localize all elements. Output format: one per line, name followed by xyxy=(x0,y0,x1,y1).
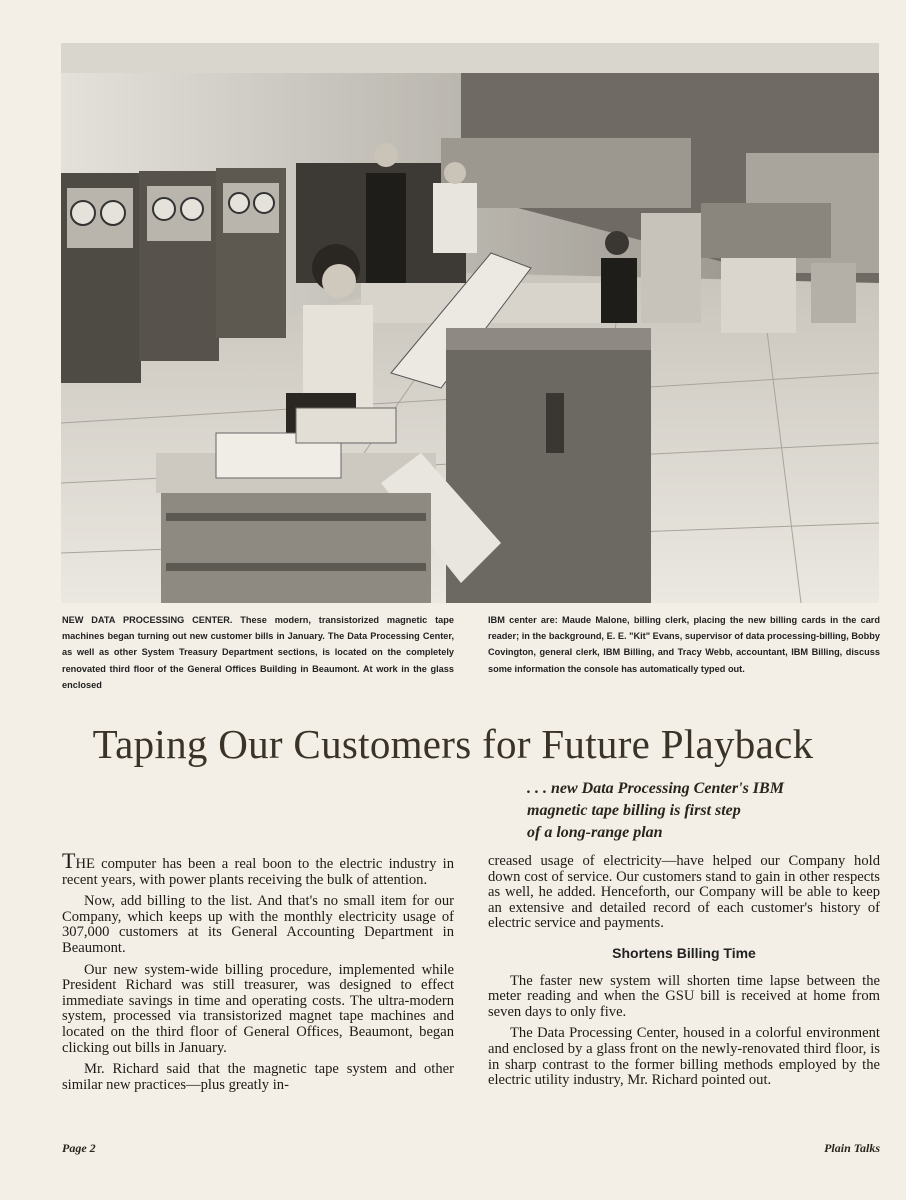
page-number: Page 2 xyxy=(62,1141,96,1155)
body-paragraph: The Data Processing Center, housed in a colorful environment and enclosed by a glass front on the newly-renovated third floor, is in sharp contrast to the former billing methods employed by the electric utility industry, Mr. Richard pointed out. xyxy=(488,1025,880,1089)
subhead-line-1: . . . new Data Processing Center's IBM xyxy=(527,780,784,797)
body-paragraph: The faster new system will shorten time lapse between the meter reading and when the GSU bill is received at home from seven days to only five. xyxy=(488,972,880,1020)
subhead-line-2: magnetic tape billing is first step xyxy=(527,802,741,819)
data-center-photo xyxy=(61,43,879,603)
body-paragraph: Now, add billing to the list. And that's no small item for our Company, which keeps up with the monthly electricity usage of 307,000 customers at its General Accounting Department in Beaumont. xyxy=(62,893,454,956)
photo-caption-right: IBM center are: Maude Malone, billing clerk, placing the new billing cards in the card reader; in the background, E. E. "Kit" Evans, supervisor of data processing-billing, Bobby Covington, general clerk, IBM Billing, and Tracy Webb, accountant, IBM Billing, discuss some information the console has automatically typed out. xyxy=(488,615,880,674)
body-paragraph: Mr. Richard said that the magnetic tape system and other similar new practices—plus greatly in- xyxy=(62,1061,454,1093)
body-column-left xyxy=(62,848,454,1099)
photo-caption-left: NEW DATA PROCESSING CENTER. These modern, transistorized magnetic tape machines began turning out new customer bills in January. The Data Processing Center, as well as other System Treasury Department sections, is located on the completely renovated third floor of the General Offices Building in Beaumont. At work in the glass enclosed xyxy=(62,615,454,690)
body-column-right xyxy=(488,854,880,1095)
subhead-line-3: of a long-range plan xyxy=(527,824,663,841)
section-heading: Shortens Billing Time xyxy=(612,944,756,961)
paragraph-text: HE computer has been a real boon to the electric industry in recent years, with power plants receiving the bulk of attention. xyxy=(62,856,454,888)
body-paragraph: creased usage of electricity—have helped our Company hold down cost of service. Our customers stand to gain in other respects as well, he added. Henceforth, our Company will be able to keep an extensive and detailed record of each customer's history of electric service and payments. xyxy=(488,853,880,932)
body-paragraph: Our new system-wide billing procedure, implemented while President Richard was still treasurer, was designed to effect immediate savings in time and operating costs. The ultra-modern system, processed via transistorized magnet tape machines and located on the third floor of General Offices, Beaumont, began clicking out bills in January. xyxy=(62,961,454,1056)
drop-cap: T xyxy=(62,848,76,873)
article-headline: Taping Our Customers for Future Playback xyxy=(92,721,814,767)
body-paragraph xyxy=(62,848,454,888)
article-subhead xyxy=(527,778,887,844)
publication-name: Plain Talks xyxy=(824,1141,880,1155)
